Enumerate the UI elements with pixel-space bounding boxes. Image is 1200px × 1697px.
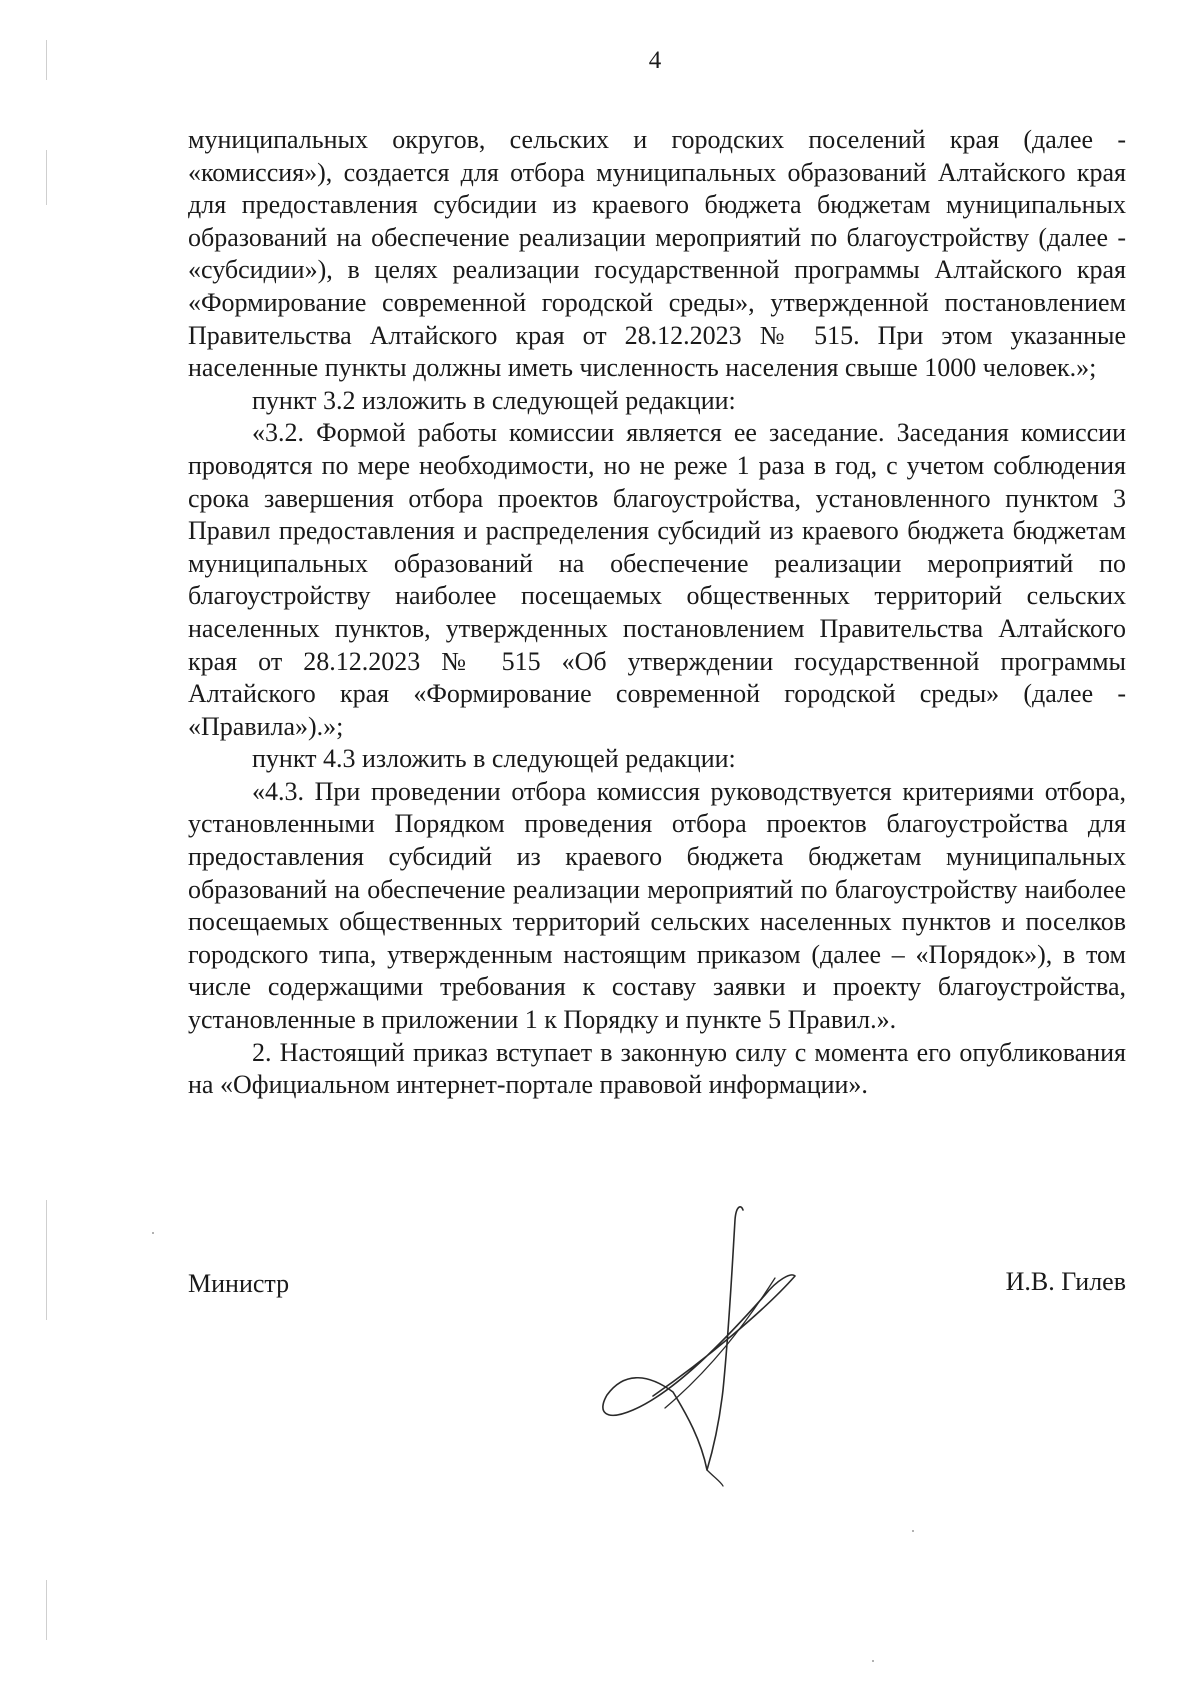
paragraph: 2. Настоящий приказ вступает в законную силу с момента его опубликования на «Официальном интернет-портале правовой информации».	[188, 1037, 1126, 1100]
scan-margin-line	[46, 150, 47, 205]
scan-margin-line	[46, 1580, 47, 1640]
signature-stroke	[707, 1470, 723, 1486]
scan-speck	[872, 1660, 874, 1662]
scan-speck	[912, 1530, 914, 1532]
signatory-name: И.В. Гилев	[1005, 1267, 1126, 1296]
scan-speck	[152, 1232, 154, 1234]
handwritten-signature	[595, 1200, 825, 1490]
paragraph: «3.2. Формой работы комиссии является ее заседание. Заседания комиссии проводятся по мере необходимости, но не реже 1 раза в год, с учетом соблюдения срока завершения отбора проектов благоустройства, установленного пунктом 3 Правил предоставления и распределения субсидий из краевого бюджета бюджетам муниципальных образований на обеспечение реализации мероприятий по благоустройству наиболее посещаемых общественных территорий сельских населенных пунктов, утвержденных постановлением Правительства Алтайского края от 28.12.2023 № 515 «Об утверждении государственной программы Алтайского края «Формирование современной городской среды» (далее - «Правила»).»;	[188, 418, 1126, 741]
paragraph: муниципальных округов, сельских и городских поселений края (далее - «комиссия»), создается для отбора муниципальных образований Алтайского края для предоставления субсидии из краевого бюджета бюджетам муниципальных образований на обеспечение реализации мероприятий по благоустройству (далее - «субсидии»), в целях реализации государственной программы Алтайского края «Формирование современной городской среды», утвержденной постановлением Правительства Алтайского края от 28.12.2023 № 515. При этом указанные населенные пункты должны иметь численность населения свыше 1000 человек.»;	[188, 125, 1126, 383]
document-body	[188, 124, 1126, 1102]
page-number: 4	[648, 47, 662, 74]
signatory-title: Министр	[188, 1269, 290, 1298]
scan-margin-line	[46, 1200, 47, 1320]
paragraph: «4.3. При проведении отбора комиссия руководствуется критериями отбора, установленными Порядком проведения отбора проектов благоустройства для предоставления субсидий из краевого бюджета бюджетам муниципальных образований на обеспечение реализации мероприятий по благоустройству наиболее посещаемых общественных территорий сельских населенных пунктов и поселков городского типа, утвержденным настоящим приказом (далее – «Порядок»), в том числе содержащими требования к составу заявки и проекту благоустройства, установленные в приложении 1 к Порядку и пункте 5 Правил.».	[188, 776, 1126, 1035]
paragraph: пункт 4.3 изложить в следующей редакции:	[252, 744, 736, 774]
signature-stroke	[603, 1207, 795, 1470]
paragraph: пункт 3.2 изложить в следующей редакции:	[252, 385, 736, 415]
